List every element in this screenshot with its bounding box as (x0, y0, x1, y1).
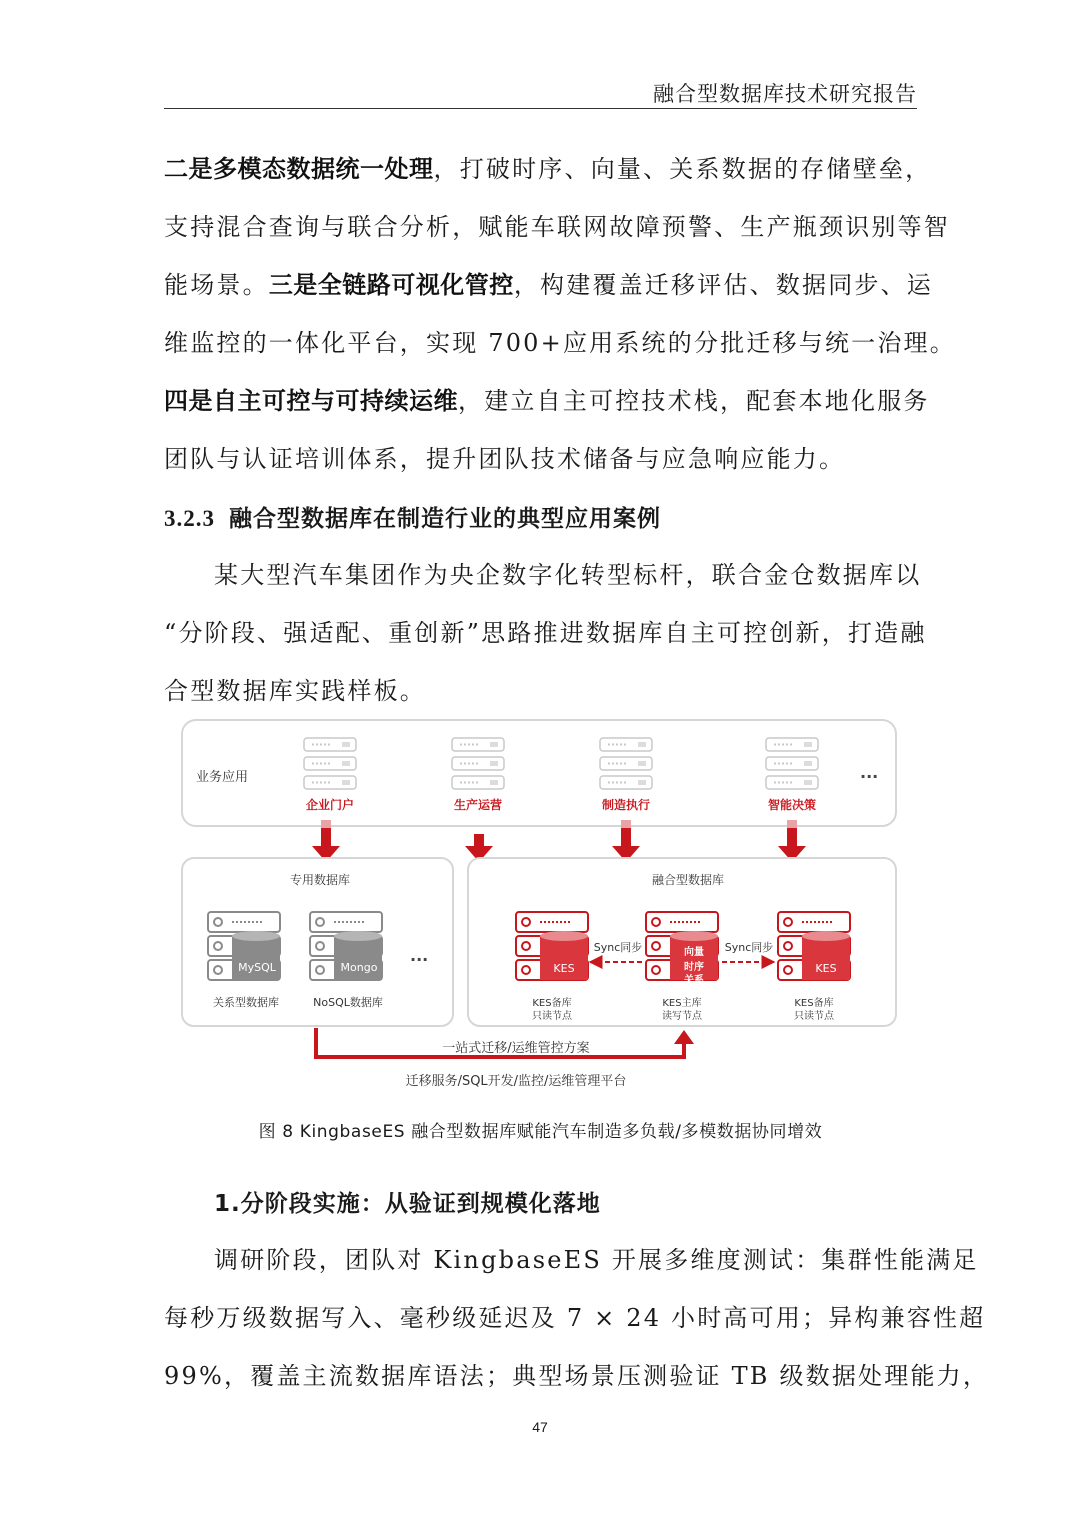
server-stack-icon (452, 738, 504, 789)
business-app-label: 业务应用 (196, 770, 249, 785)
paragraph-line: 调研阶段，团队对 KingbaseES 开展多维度测试：集群性能满足 (214, 1246, 979, 1274)
app-label: 制造执行 (601, 798, 651, 812)
migration-arrow-icon (674, 1030, 694, 1044)
paragraph-line: 支持混合查询与联合分析，赋能车联网故障预警、生产瓶颈识别等智 (164, 213, 950, 241)
platform-label: 迁移服务/SQL开发/监控/运维管理平台 (405, 1074, 627, 1089)
text-run: 能场景。 (164, 271, 269, 299)
text-run: ，构建覆盖迁移评估、数据同步、运 (513, 271, 934, 299)
node-role: 只读节点 (532, 1011, 572, 1022)
server-stack-icon (304, 738, 356, 789)
migration-label: 一站式迁移/运维管控方案 (442, 1041, 590, 1056)
paragraph-line (164, 152, 932, 186)
relational-db-label: 关系型数据库 (213, 996, 279, 1009)
more-db-ellipsis: ··· (410, 950, 429, 969)
subsection-heading: 1.分阶段实施：从验证到规模化落地 (214, 1191, 601, 1217)
architecture-diagram (170, 712, 910, 1097)
page-number: 47 (532, 1419, 548, 1435)
section-title: 融合型数据库在制造行业的典型应用案例 (229, 506, 661, 532)
section-number: 3.2.3 (164, 506, 215, 531)
text-run: ，建立自主可控技术栈，配套本地化服务 (458, 387, 930, 415)
sync-label: Sync同步 (724, 941, 774, 954)
node-role: KES备库 (794, 998, 834, 1009)
node-role: 读写节点 (662, 1011, 702, 1022)
kes-label: KES (553, 962, 575, 975)
nosql-db-label: NoSQL数据库 (313, 996, 383, 1009)
app-label: 生产运营 (453, 798, 503, 812)
server-stack-icon (766, 738, 818, 789)
node-role: 只读节点 (794, 1011, 834, 1022)
primary-tag: 时序 (684, 962, 704, 973)
node-role: KES主库 (662, 998, 702, 1009)
paragraph-line: 99%，覆盖主流数据库语法；典型场景压测验证 TB 级数据处理能力， (164, 1362, 990, 1390)
paragraph-line: 维监控的一体化平台，实现 700+应用系统的分批迁移与统一治理。 (164, 329, 956, 357)
paragraph-line: 团队与认证培训体系，提升团队技术储备与应急响应能力。 (164, 445, 846, 473)
app-label: 企业门户 (305, 798, 355, 812)
mongo-label: Mongo (340, 961, 378, 974)
bold-lead: 二是多模态数据统一处理 (164, 155, 434, 183)
kes-label: KES (815, 962, 837, 975)
section-heading (164, 500, 661, 533)
paragraph-line: “分阶段、强适配、重创新”思路推进数据库自主可控创新，打造融 (164, 619, 927, 647)
sync-label: Sync同步 (593, 941, 643, 954)
dedicated-db-title: 专用数据库 (289, 873, 351, 887)
text-run: ，打破时序、向量、关系数据的存储壁垒， (433, 155, 932, 183)
primary-tag: 关系 (684, 975, 704, 986)
bold-lead: 三是全链路可视化管控 (268, 271, 514, 299)
paragraph-line (164, 384, 930, 418)
mysql-label: MySQL (238, 961, 276, 974)
server-stack-icon (600, 738, 652, 789)
kes-standby-db-icon (778, 912, 850, 980)
paragraph-line: 每秒万级数据写入、毫秒级延迟及 7 × 24 小时高可用；异构兼容性超 (164, 1304, 986, 1332)
kes-standby-db-icon (516, 912, 588, 980)
fusion-db-title: 融合型数据库 (651, 873, 725, 887)
node-role: KES备库 (532, 998, 572, 1009)
app-label: 智能决策 (767, 798, 817, 812)
header-rule (164, 108, 917, 109)
running-header: 融合型数据库技术研究报告 (653, 82, 917, 106)
more-apps-ellipsis: ··· (860, 767, 879, 786)
primary-tag: 向量 (684, 947, 704, 958)
figure-caption: 图 8 KingbaseES 融合型数据库赋能汽车制造多负载/多模数据协同增效 (258, 1122, 823, 1142)
paragraph-line (164, 268, 934, 302)
bold-lead: 四是自主可控与可持续运维 (164, 387, 458, 415)
paragraph-line: 合型数据库实践样板。 (164, 677, 426, 705)
kes-primary-db-icon (646, 912, 718, 980)
paragraph-line: 某大型汽车集团作为央企数字化转型标杆，联合金仓数据库以 (214, 561, 922, 589)
